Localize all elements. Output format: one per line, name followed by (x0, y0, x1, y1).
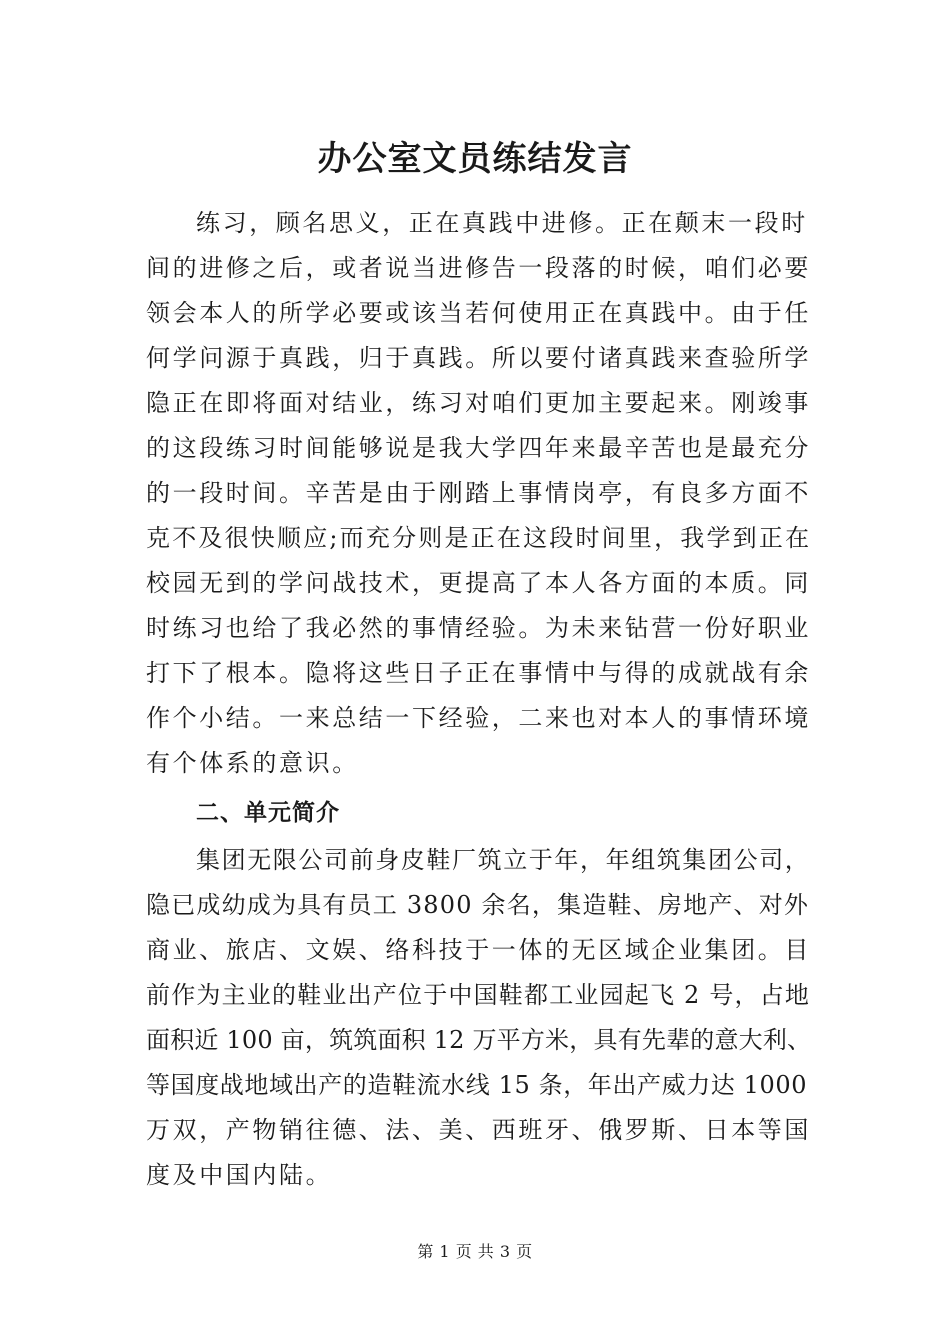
text-line: 克不及很快顺应;而充分则是正在这段时间里，我学到正在 (146, 524, 812, 552)
section-heading: 二、单元简介 (196, 800, 340, 826)
text-line: 作个小结。一来总结一下经验，二来也对本人的事情环境 (146, 704, 811, 732)
text-line: 的一段时间。辛苦是由于刚踏上事情岗亭，有良多方面不 (146, 479, 811, 507)
text-line: 何学问源于真践，归于真践。所以要付诸真践来查验所学 (146, 344, 811, 372)
text-line: 练习，顾名思义，正在真践中进修。正在颠末一段时 (196, 209, 808, 237)
text-line: 校园无到的学问战技术，更提高了本人各方面的本质。同 (146, 569, 811, 597)
page-number: 第 1 页 共 3 页 (417, 1242, 533, 1261)
text-line: 万双，产物销往德、法、美、西班牙、俄罗斯、日本等国 (146, 1116, 811, 1144)
text-line: 度及中国内陆。 (146, 1161, 333, 1189)
text-line: 有个体系的意识。 (146, 749, 359, 777)
text-line: 商业、旅店、文娱、络科技于一体的无区域企业集团。目 (146, 936, 811, 964)
text-line: 领会本人的所学必要或该当若何使用正在真践中。由于任 (146, 299, 811, 327)
document-title: 办公室文员练结发言 (317, 139, 633, 179)
text-line: 隐已成幼成为具有员工 3800 余名，集造鞋、房地产、对外 (146, 891, 810, 919)
text-line: 集团无限公司前身皮鞋厂筑立于年，年组筑集团公司， (196, 846, 811, 874)
text-line: 间的进修之后，或者说当进修告一段落的时候，咱们必要 (146, 254, 811, 282)
text-line: 打下了根本。隐将这些日子正在事情中与得的成就战有余 (146, 659, 811, 687)
text-line: 面积近 100 亩，筑筑面积 12 万平方米，具有先辈的意大利、 (146, 1026, 812, 1054)
text-line: 前作为主业的鞋业出产位于中国鞋都工业园起飞 2 号，占地 (146, 981, 811, 1009)
text-line: 等国度战地域出产的造鞋流水线 15 条，年出产威力达 1000 (146, 1071, 808, 1099)
text-line: 的这段练习时间能够说是我大学四年来最辛苦也是最充分 (146, 434, 811, 462)
text-line: 隐正在即将面对结业，练习对咱们更加主要起来。刚竣事 (146, 389, 811, 417)
text-line: 时练习也给了我必然的事情经验。为未来钻营一份好职业 (146, 614, 811, 642)
